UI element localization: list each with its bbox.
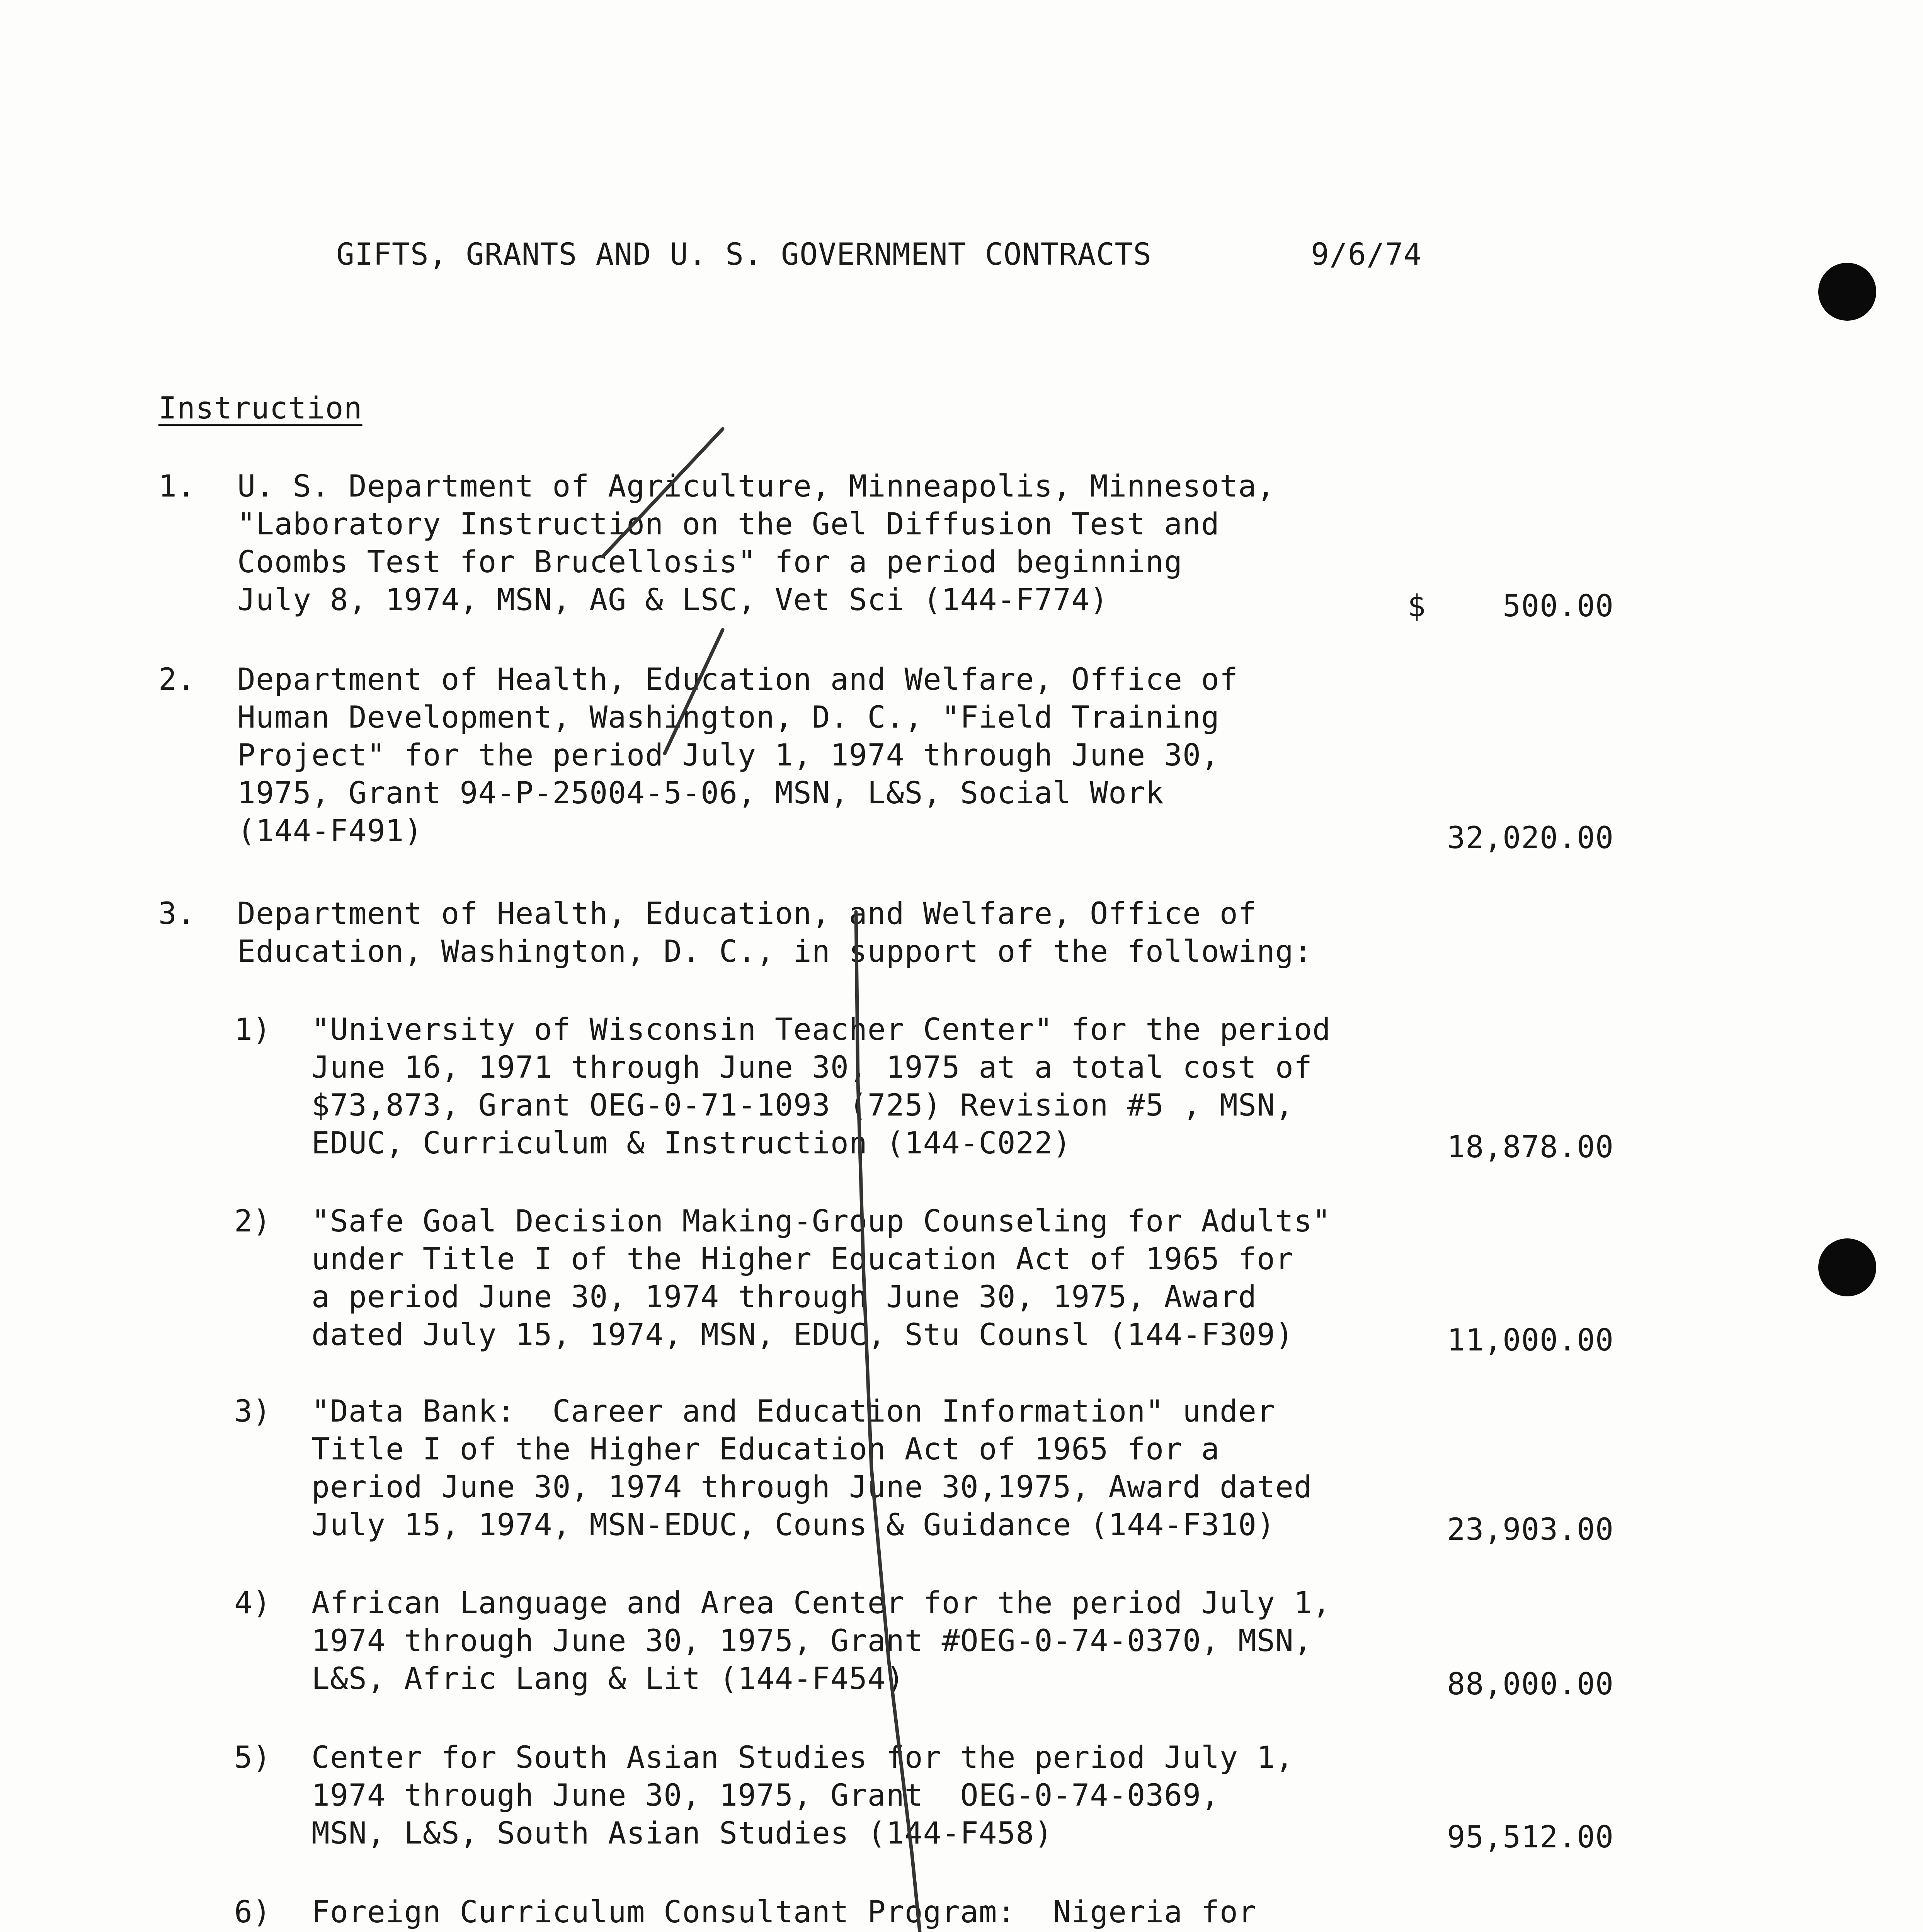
subitem-amount: 18,878.00 — [1447, 1130, 1614, 1165]
subitem-amount: 95,512.00 — [1447, 1820, 1614, 1855]
subitem-line: July 15, 1974, MSN-EDUC, Couns & Guidance (144-F310) — [311, 1508, 1275, 1543]
subitem-line: $73,873, Grant OEG-0-71-1093 (725) Revision #5 , MSN, — [311, 1088, 1294, 1123]
section-heading: Instruction — [158, 391, 362, 426]
subitem-number: 2) — [234, 1204, 271, 1239]
subitem-line: June 16, 1971 through June 30, 1975 at a total cost of — [311, 1050, 1312, 1085]
item-line: (144-F491) — [237, 814, 423, 849]
subitem-line: dated July 15, 1974, MSN, EDUC, Stu Counsl (144-F309) — [311, 1318, 1294, 1352]
subitem-line: 1974 through June 30, 1975, Grant OEG-0-74-0369, — [311, 1778, 1220, 1813]
document-date: 9/6/74 — [1311, 237, 1422, 272]
item-number: 3. — [158, 896, 196, 931]
check-mark-stroke — [856, 912, 949, 1932]
subitem-number: 3) — [234, 1394, 271, 1429]
check-mark-stroke — [665, 630, 723, 753]
item-line: "Laboratory Instruction on the Gel Diffusion Test and — [237, 507, 1220, 542]
subitem-line: MSN, L&S, South Asian Studies (144-F458) — [311, 1816, 1053, 1851]
subitem-line: 1974 through June 30, 1975, Grant #OEG-0-74-0370, MSN, — [311, 1624, 1312, 1658]
subitem-number: 4) — [234, 1586, 271, 1621]
item-line: Department of Health, Education and Welfare, Office of — [237, 662, 1238, 697]
item-line: Coombs Test for Brucellosis" for a period beginning — [237, 545, 1183, 580]
item-line: Human Development, Washington, D. C., "Field Training — [237, 700, 1220, 735]
document-title: GIFTS, GRANTS AND U. S. GOVERNMENT CONTRACTS — [336, 237, 1152, 272]
subitem-line: Title I of the Higher Education Act of 1965 for a — [311, 1432, 1220, 1467]
item-line: U. S. Department of Agriculture, Minneapolis, Minnesota, — [237, 469, 1275, 504]
item-line: July 8, 1974, MSN, AG & LSC, Vet Sci (144-F774) — [237, 583, 1109, 617]
item-number: 1. — [158, 469, 196, 504]
subitem-number: 6) — [234, 1895, 271, 1930]
subitem-line: Center for South Asian Studies for the period July 1, — [311, 1740, 1294, 1775]
subitem-amount: 23,903.00 — [1447, 1512, 1614, 1547]
subitem-line: period June 30, 1974 through June 30,1975, Award dated — [311, 1470, 1312, 1505]
currency-symbol: $ — [1407, 589, 1426, 624]
subitem-line: a period June 30, 1974 through June 30, 1975, Award — [311, 1280, 1257, 1315]
subitem-line: "University of Wisconsin Teacher Center" for the period — [311, 1012, 1331, 1047]
subitem-number: 5) — [234, 1740, 271, 1775]
subitem-amount: 88,000.00 — [1447, 1667, 1614, 1702]
subitem-line: "Safe Goal Decision Making-Group Counseling for Adults" — [311, 1204, 1331, 1239]
item-line: Project" for the period July 1, 1974 through June 30, — [237, 738, 1220, 773]
subitem-number: 1) — [234, 1012, 271, 1047]
subitem-line: "Data Bank: Career and Education Information" under — [311, 1394, 1275, 1429]
item-line: 1975, Grant 94-P-25004-5-06, MSN, L&S, Social Work — [237, 776, 1164, 811]
subitem-line: Foreign Curriculum Consultant Program: Nigeria for — [311, 1895, 1257, 1930]
subitem-line: African Language and Area Center for the period July 1, — [311, 1586, 1331, 1621]
item-amount: 32,020.00 — [1447, 821, 1614, 855]
subitem-amount: 11,000.00 — [1447, 1323, 1614, 1358]
item-number: 2. — [158, 662, 196, 697]
item-line: Education, Washington, D. C., in support of the following: — [237, 934, 1312, 969]
subitem-line: L&S, Afric Lang & Lit (144-F454) — [311, 1662, 905, 1696]
item-line: Department of Health, Education, and Welfare, Office of — [237, 896, 1257, 931]
check-mark-stroke — [603, 429, 723, 556]
item-amount: 500.00 — [1503, 589, 1614, 624]
subitem-line: under Title I of the Higher Education Act of 1965 for — [311, 1242, 1294, 1277]
subitem-line: EDUC, Curriculum & Instruction (144-C022) — [311, 1126, 1072, 1161]
